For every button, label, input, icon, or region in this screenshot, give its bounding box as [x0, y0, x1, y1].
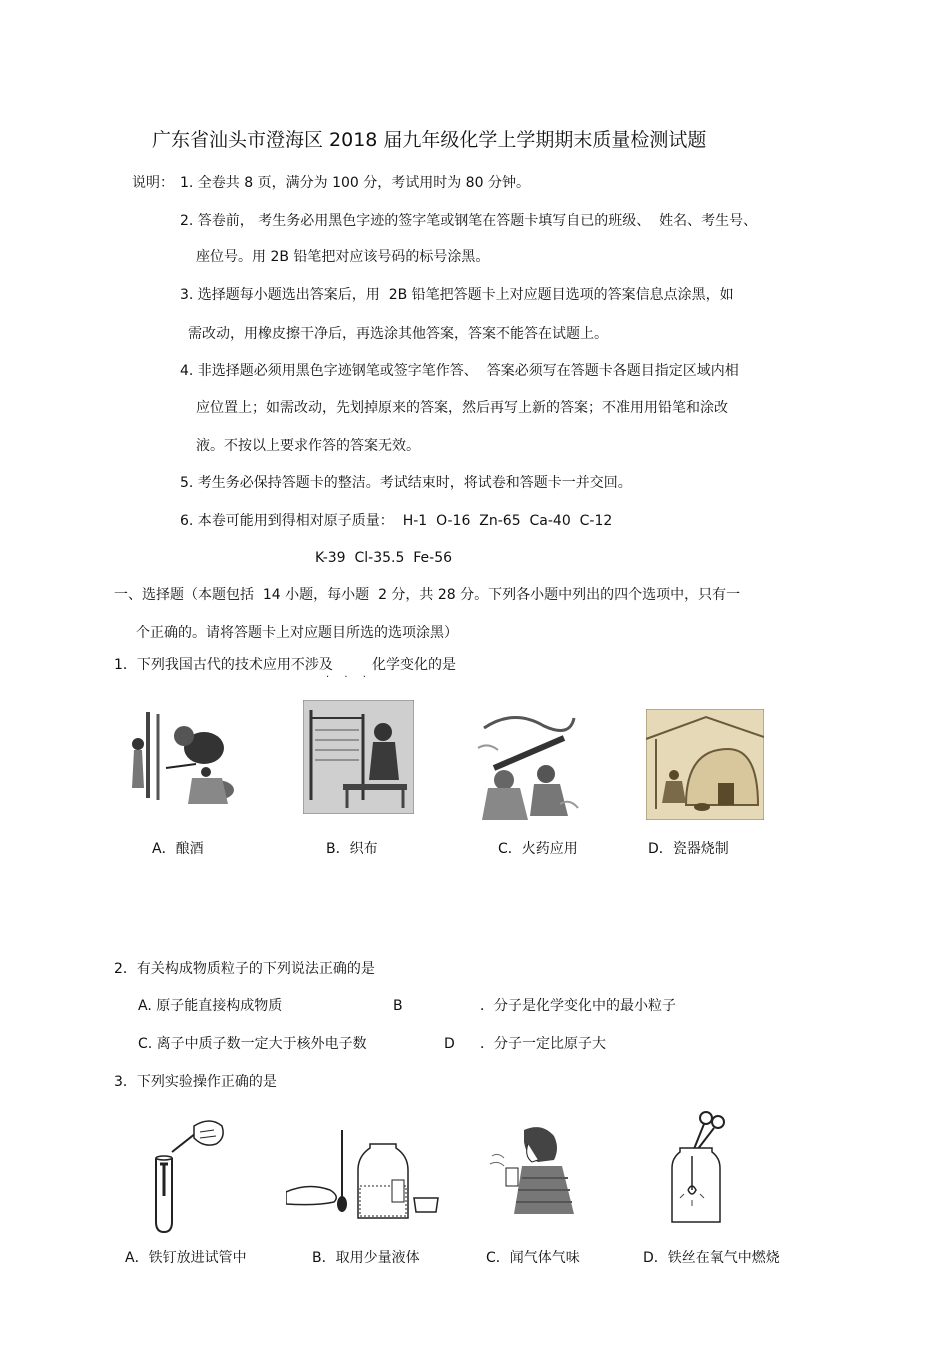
- q3-option-d: D．铁丝在氧气中燃烧: [643, 1250, 780, 1266]
- instruction-5: 5. 考生务必保持答题卡的整洁。考试结束时，将试卷和答题卡一并交回。: [180, 475, 632, 491]
- q3-option-c: C．闻气体气味: [486, 1250, 580, 1266]
- q2-option-d-letter: D: [444, 1036, 455, 1052]
- porcelain-kiln-illustration: [646, 709, 764, 820]
- q2-option-c: C. 离子中质子数一定大于核外电子数: [138, 1036, 367, 1052]
- iron-wire-burning-in-oxygen-illustration: [668, 1110, 730, 1228]
- take-liquid-dropper-illustration: [286, 1130, 442, 1222]
- q1-stem-a: 1．下列我国古代的技术应用不涉及: [114, 657, 333, 673]
- instruction-2-line1: 2. 答卷前， 考生务必用黑色字迹的签字笔或钢笔在答题卡填写自已的班级、 姓名、考生号、: [180, 213, 758, 229]
- q2-option-d: ．分子一定比原子大: [480, 1036, 606, 1052]
- smell-gas-illustration: [488, 1122, 578, 1214]
- q1-option-c: C．火药应用: [498, 841, 578, 857]
- instruction-4-line1: 4. 非选择题必须用黑色字迹钢笔或签字笔作答、 答案必须写在答题卡各题目指定区域内相: [180, 363, 739, 379]
- gunpowder-illustration: [474, 708, 582, 826]
- brewing-illustration: [126, 708, 238, 810]
- section1-line2: 个正确的。请将答题卡上对应题目所选的选项涂黑）: [136, 625, 458, 641]
- instruction-1: 1. 全卷共 8 页，满分为 100 分，考试用时为 80 分钟。: [180, 175, 530, 191]
- q1-option-d: D．瓷器烧制: [648, 841, 729, 857]
- weaving-illustration: [303, 700, 414, 814]
- q1-option-a: A．酿酒: [152, 841, 204, 857]
- q3-stem: 3．下列实验操作正确的是: [114, 1074, 277, 1090]
- q1-option-b: B．织布: [326, 841, 378, 857]
- q2-stem: 2．有关构成物质粒子的下列说法正确的是: [114, 961, 375, 977]
- instruction-4-line3: 液。不按以上要求作答的答案无效。: [196, 438, 420, 454]
- q2-option-b-letter: B: [393, 998, 403, 1014]
- section1-line1: 一、选择题（本题包括 14 小题，每小题 2 分，共 28 分。下列各小题中列出的四个选项中，只有一: [114, 587, 741, 603]
- instruction-6-line2: K-39 Cl-35.5 Fe-56: [315, 550, 453, 566]
- q2-option-a: A. 原子能直接构成物质: [138, 998, 283, 1014]
- instruction-2-line2: 座位号。用 2B 铅笔把对应该号码的标号涂黑。: [196, 249, 490, 265]
- instruction-4-line2: 应位置上；如需改动，先划掉原来的答案，然后再写上新的答案；不准用用铅笔和涂改: [196, 400, 728, 416]
- q2-option-b: ．分子是化学变化中的最小粒子: [480, 998, 676, 1014]
- page-title: 广东省汕头市澄海区 2018 届九年级化学上学期期末质量检测试题: [152, 129, 707, 151]
- instruction-3-line2: 需改动，用橡皮擦干净后，再选涂其他答案，答案不能答在试题上。: [188, 326, 608, 342]
- instruction-6-line1: 6. 本卷可能用到得相对原子质量： H-1 O-16 Zn-65 Ca-40 C-12: [180, 513, 613, 529]
- q1-stem-b: 化学变化的是: [372, 657, 456, 673]
- nail-into-test-tube-illustration: [150, 1112, 226, 1234]
- instruction-3-line1: 3. 选择题每小题选出答案后，用 2B 铅笔把答题卡上对应题目选项的答案信息点涂黑，如: [180, 287, 734, 303]
- q3-option-a: A．铁钉放进试管中: [125, 1250, 247, 1266]
- emphasis-dots: · · ·: [326, 672, 372, 683]
- q3-option-b: B．取用少量液体: [312, 1250, 420, 1266]
- instructions-label: 说明：: [132, 175, 174, 191]
